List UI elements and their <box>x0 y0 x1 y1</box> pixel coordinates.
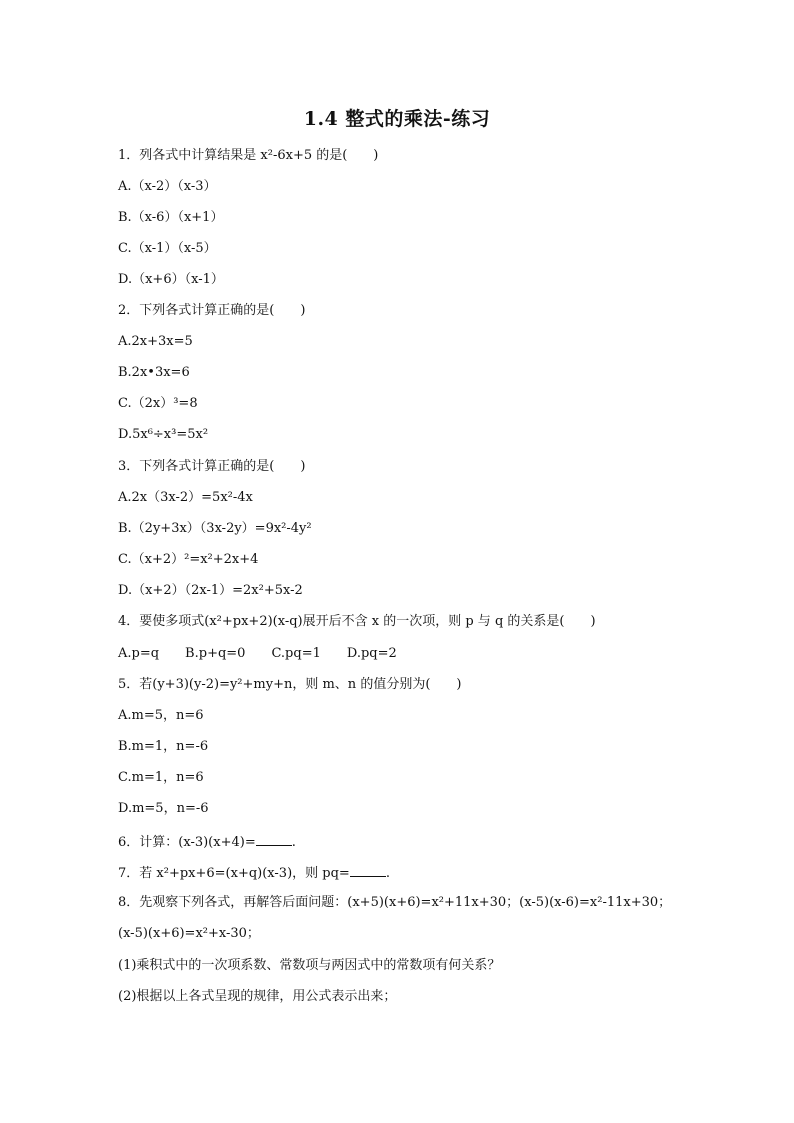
question-3-option-a: A.2x（3x-2）=5x²-4x <box>118 490 253 505</box>
question-1-stem: 1．列各式中计算结果是 x²-6x+5 的是( ) <box>118 148 379 163</box>
answer-blank <box>256 833 292 846</box>
question-2-stem: 2．下列各式计算正确的是( ) <box>118 303 306 318</box>
answer-blank <box>350 864 386 877</box>
question-4-options: A.p=q B.p+q=0 C.pq=1 D.pq=2 <box>118 646 397 661</box>
question-4-stem: 4．要使多项式(x²+px+2)(x-q)展开后不含 x 的一次项，则 p 与 q 的关系是( ) <box>118 614 596 629</box>
question-2-option-b: B.2x•3x=6 <box>118 365 190 380</box>
question-8-part-1: (1)乘积式中的一次项系数、常数项与两因式中的常数项有何关系？ <box>118 958 501 973</box>
question-3-stem: 3．下列各式计算正确的是( ) <box>118 459 306 474</box>
question-2-option-a: A.2x+3x=5 <box>118 334 193 349</box>
question-7 <box>118 864 390 882</box>
question-6-text: 6．计算：(x-3)(x+4)= <box>118 835 256 850</box>
question-5-option-a: A.m=5，n=6 <box>118 708 204 723</box>
page-title: 1.4 整式的乘法-练习 <box>303 108 491 130</box>
question-1-option-a: A.（x-2）（x-3） <box>118 179 217 194</box>
question-3-option-b: B.（2y+3x）（3x-2y）=9x²-4y² <box>118 521 312 536</box>
question-5-option-d: D.m=5，n=-6 <box>118 801 209 816</box>
question-2-option-c: C.（2x）³=8 <box>118 396 198 411</box>
question-1-option-b: B.（x-6）（x+1） <box>118 210 224 225</box>
question-6 <box>118 833 296 851</box>
question-3-option-d: D.（x+2）（2x-1）=2x²+5x-2 <box>118 583 303 598</box>
question-5-option-c: C.m=1，n=6 <box>118 770 204 785</box>
question-8-stem: 8．先观察下列各式，再解答后面问题：(x+5)(x+6)=x²+11x+30；(x-5)(x-6)=x²-11x+30； <box>118 895 672 910</box>
question-8-part-2: (2)根据以上各式呈现的规律，用公式表示出来； <box>118 989 397 1004</box>
question-5-stem: 5．若(y+3)(y-2)=y²+my+n，则 m、n 的值分别为( ) <box>118 677 462 692</box>
question-3-option-c: C.（x+2）²=x²+2x+4 <box>118 552 259 567</box>
question-1-option-c: C.（x-1）（x-5） <box>118 241 217 256</box>
question-2-option-d: D.5x⁶÷x³=5x² <box>118 427 209 442</box>
question-1-option-d: D.（x+6）（x-1） <box>118 272 224 287</box>
question-7-text: 7．若 x²+px+6=(x+q)(x-3)，则 pq= <box>118 866 350 881</box>
question-7-period: . <box>385 866 390 881</box>
question-6-period: . <box>291 835 296 850</box>
question-8-stem-continued: (x-5)(x+6)=x²+x-30； <box>118 926 260 941</box>
question-5-option-b: B.m=1，n=-6 <box>118 739 209 754</box>
